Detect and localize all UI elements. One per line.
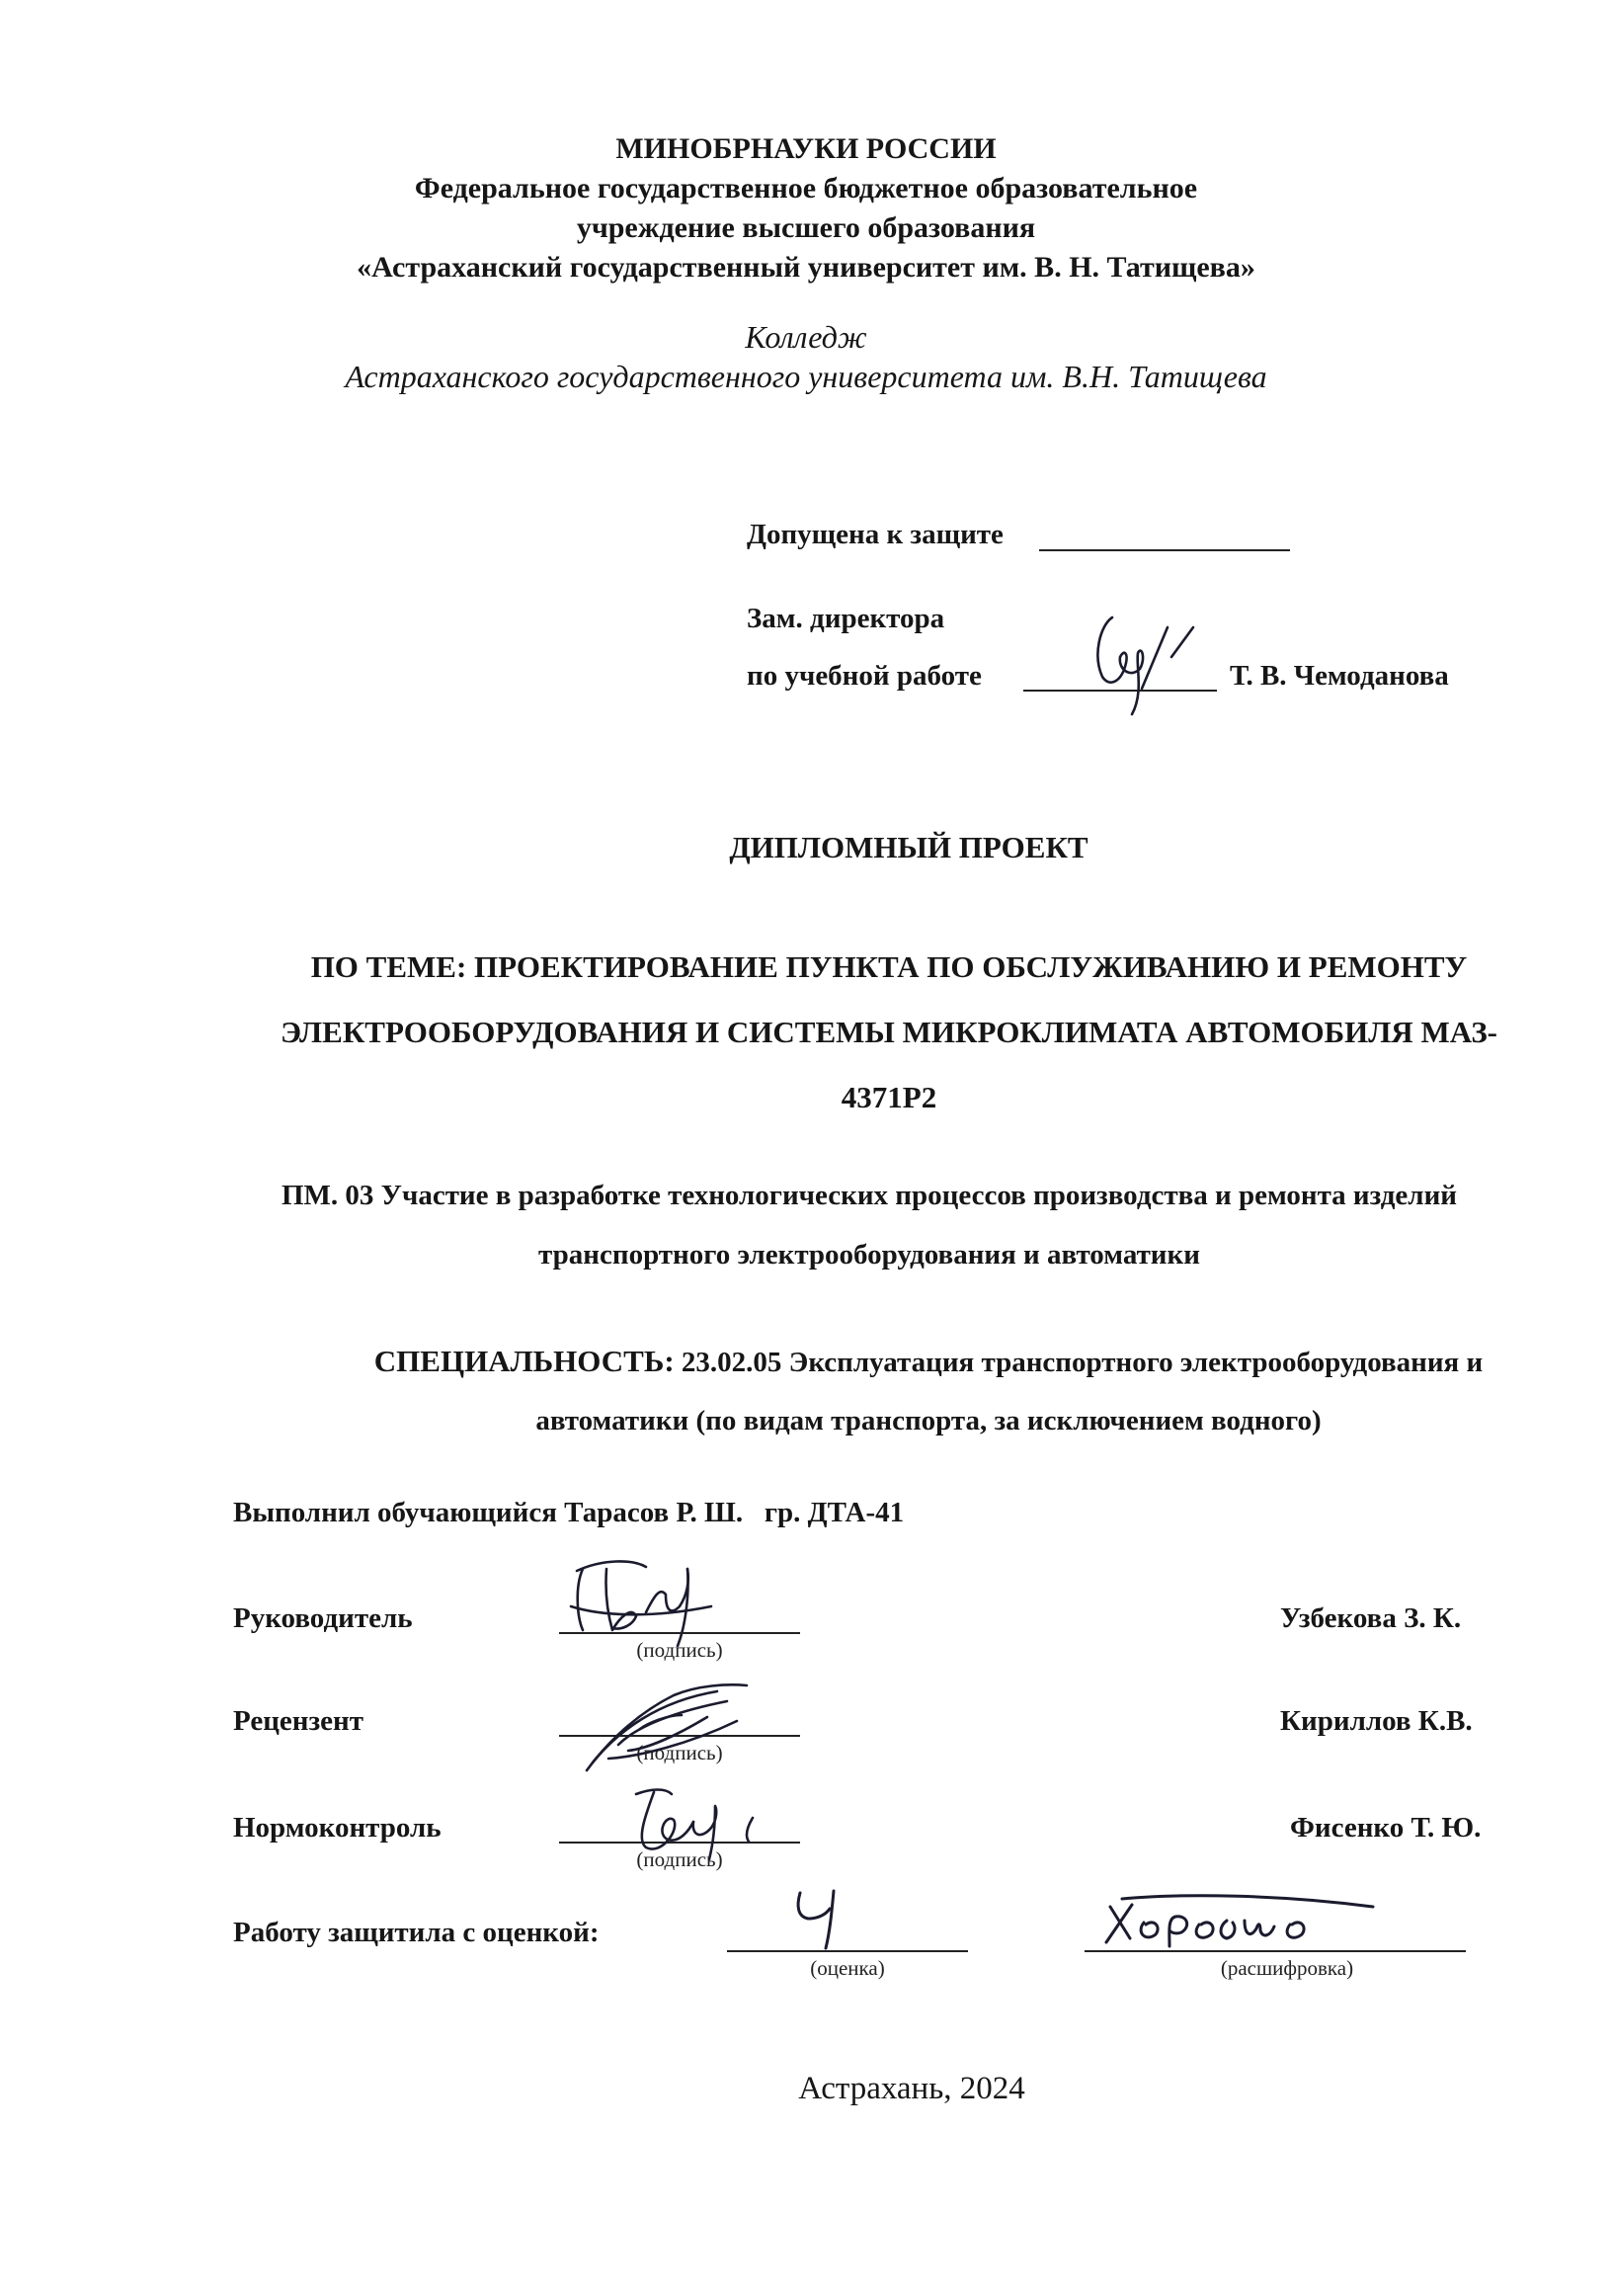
normcontrol-signature	[622, 1780, 770, 1869]
admitted-label: Допущена к защите	[747, 519, 1004, 550]
topic-line-3: 4371Р2	[841, 1080, 937, 1114]
supervisor-signature-caption: (подпись)	[636, 1638, 723, 1662]
specialty-code: 23.02.05 Эксплуатация транспортного электрооборудования и	[681, 1347, 1484, 1378]
module-line-2: транспортного электрооборудования и автоматики	[538, 1239, 1200, 1271]
admitted-line	[1039, 549, 1290, 551]
defense-label: Работу защитила с оценкой:	[233, 1917, 600, 1948]
supervisor-signature	[563, 1547, 741, 1656]
specialty-line-1	[277, 1332, 1580, 1392]
reviewer-role: Рецензент	[233, 1705, 363, 1737]
topic-line-2: ЭЛЕКТРООБОРУДОВАНИЯ И СИСТЕМЫ МИКРОКЛИМАТА АВТОМОБИЛЯ МАЗ-	[280, 1015, 1498, 1049]
normcontrol-signature-caption: (подпись)	[636, 1847, 723, 1871]
specialty-line-2: автоматики (по видам транспорта, за исключением водного)	[535, 1405, 1322, 1436]
grade-caption: (оценка)	[810, 1956, 885, 1980]
header-ministry: МИНОБРНАУКИ РОССИИ	[615, 132, 997, 165]
topic-line-1: ПО ТЕМЕ: ПРОЕКТИРОВАНИЕ ПУНКТА ПО ОБСЛУЖИВАНИЮ И РЕМОНТУ	[310, 949, 1468, 984]
grade-word-caption: (расшифровка)	[1220, 1956, 1354, 1980]
normcontrol-role: Нормоконтроль	[233, 1812, 442, 1844]
deputy-name: Т. В. Чемоданова	[1230, 660, 1449, 692]
header-university: «Астраханский государственный университет им. В. Н. Татищева»	[357, 251, 1255, 284]
reviewer-signature-caption: (подпись)	[636, 1741, 723, 1764]
normcontrol-name: Фисенко Т. Ю.	[1290, 1812, 1482, 1844]
project-type: ДИПЛОМНЫЙ ПРОЕКТ	[729, 830, 1088, 864]
header-line-1: Федеральное государственное бюджетное образовательное	[414, 172, 1198, 205]
city-year: Астрахань, 2024	[798, 2071, 1025, 2106]
reviewer-signature	[579, 1672, 757, 1780]
supervisor-role: Руководитель	[233, 1602, 413, 1634]
supervisor-name: Узбекова З. К.	[1280, 1602, 1462, 1634]
reviewer-name: Кириллов К.В.	[1280, 1705, 1473, 1737]
grade-handwritten	[790, 1883, 849, 1962]
module-line-1: ПМ. 03 Участие в разработке технологических процессов производства и ремонта изделий	[282, 1180, 1457, 1211]
college-label: Колледж	[745, 319, 867, 355]
deputy-signature	[1073, 598, 1221, 726]
student-line: Выполнил обучающийся Тарасов Р. Ш. гр. ДТА-41	[233, 1497, 905, 1528]
deputy-title-2: по учебной работе	[747, 660, 982, 692]
college-full-name: Астраханского государственного университета им. В.Н. Татищева	[345, 359, 1267, 394]
grade-word-handwritten	[1096, 1877, 1393, 1956]
deputy-title-1: Зам. директора	[747, 603, 945, 634]
header-line-2: учреждение высшего образования	[576, 211, 1036, 244]
specialty-label: СПЕЦИАЛЬНОСТЬ:	[373, 1344, 675, 1378]
